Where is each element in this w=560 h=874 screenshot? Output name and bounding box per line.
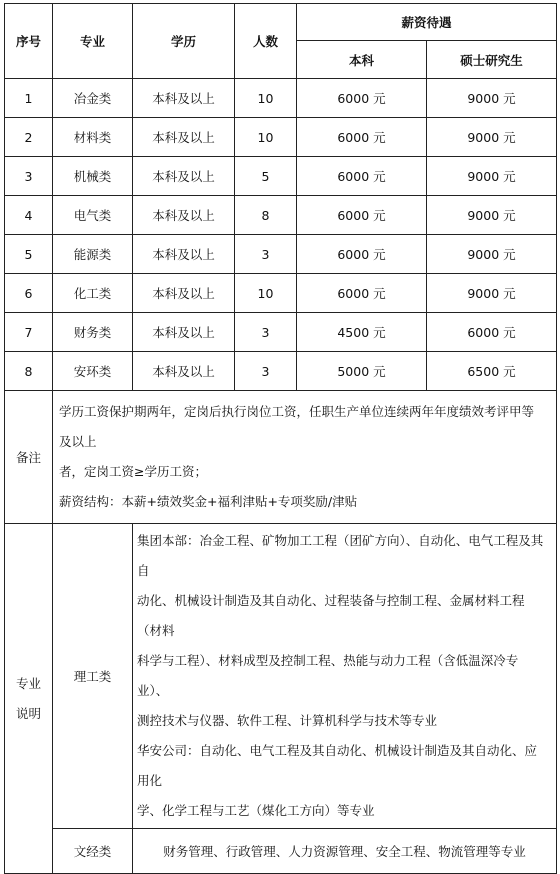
cell-no: 2 [5,118,53,157]
cell-education: 本科及以上 [133,352,235,391]
cell-master: 9000 元 [427,235,557,274]
cell-count: 10 [235,274,297,313]
header-bachelor: 本科 [297,41,427,79]
science-line: 科学与工程）、材料成型及控制工程、热能与动力工程（含低温深冷专业）、 [137,653,519,698]
remarks-row [5,391,557,524]
cell-major: 化工类 [53,274,133,313]
table-row [5,118,557,157]
table-row [5,235,557,274]
header-count: 人数 [235,4,297,79]
table-row [5,79,557,118]
cell-major: 电气类 [53,196,133,235]
cell-master: 9000 元 [427,157,557,196]
cell-master: 9000 元 [427,79,557,118]
cell-count: 3 [235,235,297,274]
remarks-text [53,391,557,524]
cell-bachelor: 5000 元 [297,352,427,391]
cell-major: 材料类 [53,118,133,157]
header-master: 硕士研究生 [427,41,557,79]
cell-count: 10 [235,79,297,118]
cell-bachelor: 6000 元 [297,235,427,274]
header-salary: 薪资待遇 [297,4,557,41]
table-row [5,313,557,352]
cell-master: 9000 元 [427,196,557,235]
cell-major: 冶金类 [53,79,133,118]
remarks-line: 者，定岗工资≥学历工资； [59,464,207,479]
table-row [5,157,557,196]
header-no: 序号 [5,4,53,79]
science-line: 学、化学工程与工艺（煤化工方向）等专业 [137,803,375,818]
cell-bachelor: 6000 元 [297,79,427,118]
majors-label-bottom: 说明 [15,705,41,721]
majors-label-top: 专业 [15,675,41,691]
cell-major: 安环类 [53,352,133,391]
science-line: 动化、机械设计制造及其自动化、过程装备与控制工程、金属材料工程（材料 [137,593,525,638]
table-row [5,274,557,313]
cell-major: 财务类 [53,313,133,352]
science-label: 理工类 [53,524,133,829]
cell-count: 5 [235,157,297,196]
cell-major: 能源类 [53,235,133,274]
cell-no: 3 [5,157,53,196]
cell-education: 本科及以上 [133,157,235,196]
cell-no: 4 [5,196,53,235]
cell-master: 9000 元 [427,274,557,313]
cell-no: 7 [5,313,53,352]
cell-bachelor: 6000 元 [297,274,427,313]
header-major: 专业 [53,4,133,79]
cell-master: 6500 元 [427,352,557,391]
cell-master: 6000 元 [427,313,557,352]
remarks-label: 备注 [5,391,53,524]
cell-no: 6 [5,274,53,313]
arts-label: 文经类 [53,829,133,874]
cell-major: 机械类 [53,157,133,196]
cell-count: 3 [235,313,297,352]
cell-bachelor: 6000 元 [297,118,427,157]
science-line: 测控技术与仪器、软件工程、计算机科学与技术等专业 [137,713,438,728]
cell-count: 8 [235,196,297,235]
cell-no: 5 [5,235,53,274]
cell-education: 本科及以上 [133,118,235,157]
cell-education: 本科及以上 [133,79,235,118]
cell-education: 本科及以上 [133,313,235,352]
cell-bachelor: 6000 元 [297,196,427,235]
cell-education: 本科及以上 [133,196,235,235]
science-line: 华安公司：自动化、电气工程及其自动化、机械设计制造及其自动化、应用化 [137,743,538,788]
cell-master: 9000 元 [427,118,557,157]
arts-majors-text: 财务管理、行政管理、人力资源管理、安全工程、物流管理等专业 [133,829,557,874]
cell-count: 10 [235,118,297,157]
majors-label [5,524,53,874]
remarks-line: 薪资结构：本薪+绩效奖金+福利津贴+专项奖励/津贴 [59,494,358,509]
cell-no: 1 [5,79,53,118]
majors-science-row [5,524,557,829]
cell-education: 本科及以上 [133,235,235,274]
cell-no: 8 [5,352,53,391]
header-education: 学历 [133,4,235,79]
recruitment-table [4,3,557,874]
science-majors-text [133,524,557,829]
table-row [5,352,557,391]
majors-arts-row [5,829,557,874]
table-row [5,196,557,235]
cell-count: 3 [235,352,297,391]
remarks-line: 学历工资保护期两年，定岗后执行岗位工资，任职生产单位连续两年年度绩效考评甲等及以上 [59,404,535,449]
cell-bachelor: 6000 元 [297,157,427,196]
science-line: 集团本部：冶金工程、矿物加工工程（团矿方向）、自动化、电气工程及其自 [137,533,544,578]
cell-education: 本科及以上 [133,274,235,313]
cell-bachelor: 4500 元 [297,313,427,352]
